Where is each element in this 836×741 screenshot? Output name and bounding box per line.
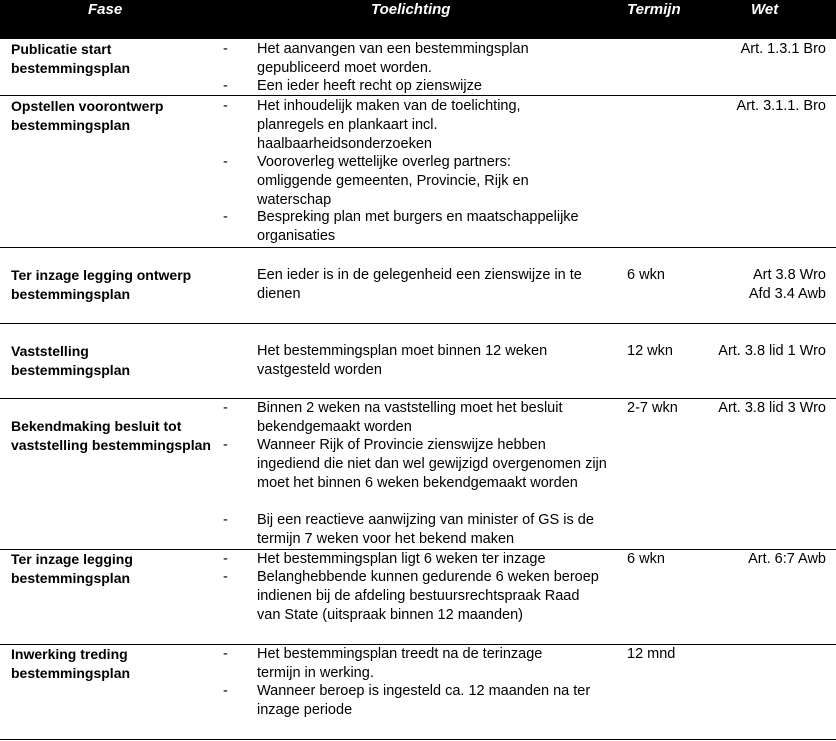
item-text: Belanghebbende kunnen gedurende 6 weken beroep indienen bij de afdeling bestuursrechtspraak Raad van State (uitspraak binnen 12 maanden) [257,569,599,623]
item-text: Bij een reactieve aanwijzing van minister of GS is de termijn 7 weken voor het bekend maken [257,512,594,547]
phase-label: Publicatie start bestemmingsplan [11,41,131,76]
law-reference: Art. 3.1.1. Bro [736,98,826,114]
term-value: 6 wkn [627,551,665,567]
law-cell [626,97,826,116]
phase-label: Ter inzage legging bestemmingsplan [11,551,133,586]
header-toelichting: Toelichting [371,1,451,18]
bullet: - [223,551,228,567]
bullet: - [223,512,228,528]
item-text: Binnen 2 weken na vaststelling moet het besluit bekendgemaakt worden [257,400,563,435]
phase-label: Vaststelling bestemmingsplan [11,343,131,378]
bullet: - [223,209,228,225]
term-value: 12 wkn [627,343,673,359]
phase-label: Bekendmaking besluit tot vaststelling bestemmingsplan [11,418,211,453]
law-cell [626,266,826,304]
item-text: Het bestemmingsplan moet binnen 12 weken vastgesteld worden [257,343,548,378]
bullet: - [223,78,228,94]
row-divider [0,95,836,96]
law-cell [626,342,826,361]
header-termijn: Termijn [627,1,681,18]
law-reference: Afd 3.4 Awb [748,286,826,302]
table-header [0,0,836,39]
header-wet: Wet [751,1,779,18]
law-reference: Art. 6:7 Awb [748,551,826,567]
item-text: Het aanvangen van een bestemmingsplan gepubliceerd moet worden. [257,41,529,76]
term-value: 6 wkn [627,267,665,283]
item-text: Vooroverleg wettelijke overleg partners: omliggende gemeenten, Provincie, Rijk en waterschap [257,154,529,208]
phase-label: Opstellen voorontwerp bestemmingsplan [11,98,164,133]
law-reference: Art. 3.8 lid 3 Wro [718,400,826,416]
item-text: Wanneer Rijk of Provincie zienswijze hebben ingediend die niet dan wel gewijzigd overgenomen zijn moet het binnen 6 weken bekendgemaakt worden [257,437,607,491]
item-text: Het inhoudelijk maken van de toelichting, planregels en plankaart incl. haalbaarheidsonderzoeken [257,98,521,152]
item-text: Bespreking plan met burgers en maatschappelijke organisaties [257,209,579,244]
bullet: - [223,437,228,453]
bullet: - [223,98,228,114]
bullet: - [223,154,228,170]
term-value: 2-7 wkn [627,400,678,416]
law-reference: Art. 1.3.1 Bro [740,41,826,57]
item-text: Een ieder is in de gelegenheid een zienswijze in te dienen [257,267,582,302]
item-text: Wanneer beroep is ingesteld ca. 12 maanden na ter inzage periode [257,683,591,718]
bullet: - [223,400,228,416]
phase-label: Ter inzage legging ontwerp bestemmingsplan [11,267,192,302]
row-divider [0,323,836,324]
law-reference: Art 3.8 Wro [752,267,826,283]
law-cell [626,40,826,59]
law-cell [626,550,826,569]
bullet: - [223,646,228,662]
bullet: - [223,569,228,585]
phase-label: Inwerking treding bestemmingsplan [11,646,131,681]
term-value: 12 mnd [627,646,676,662]
header-fase: Fase [88,1,123,18]
law-cell [626,399,826,418]
item-text: Een ieder heeft recht op zienswijze [257,78,482,94]
row-divider [0,247,836,248]
bullet: - [223,683,228,699]
item-text: Het bestemmingsplan treedt na de terinzage termijn in werking. [257,646,543,681]
bullet: - [223,41,228,57]
law-reference: Art. 3.8 lid 1 Wro [718,343,826,359]
item-text: Het bestemmingsplan ligt 6 weken ter inzage [257,551,546,567]
row-divider [0,739,836,740]
